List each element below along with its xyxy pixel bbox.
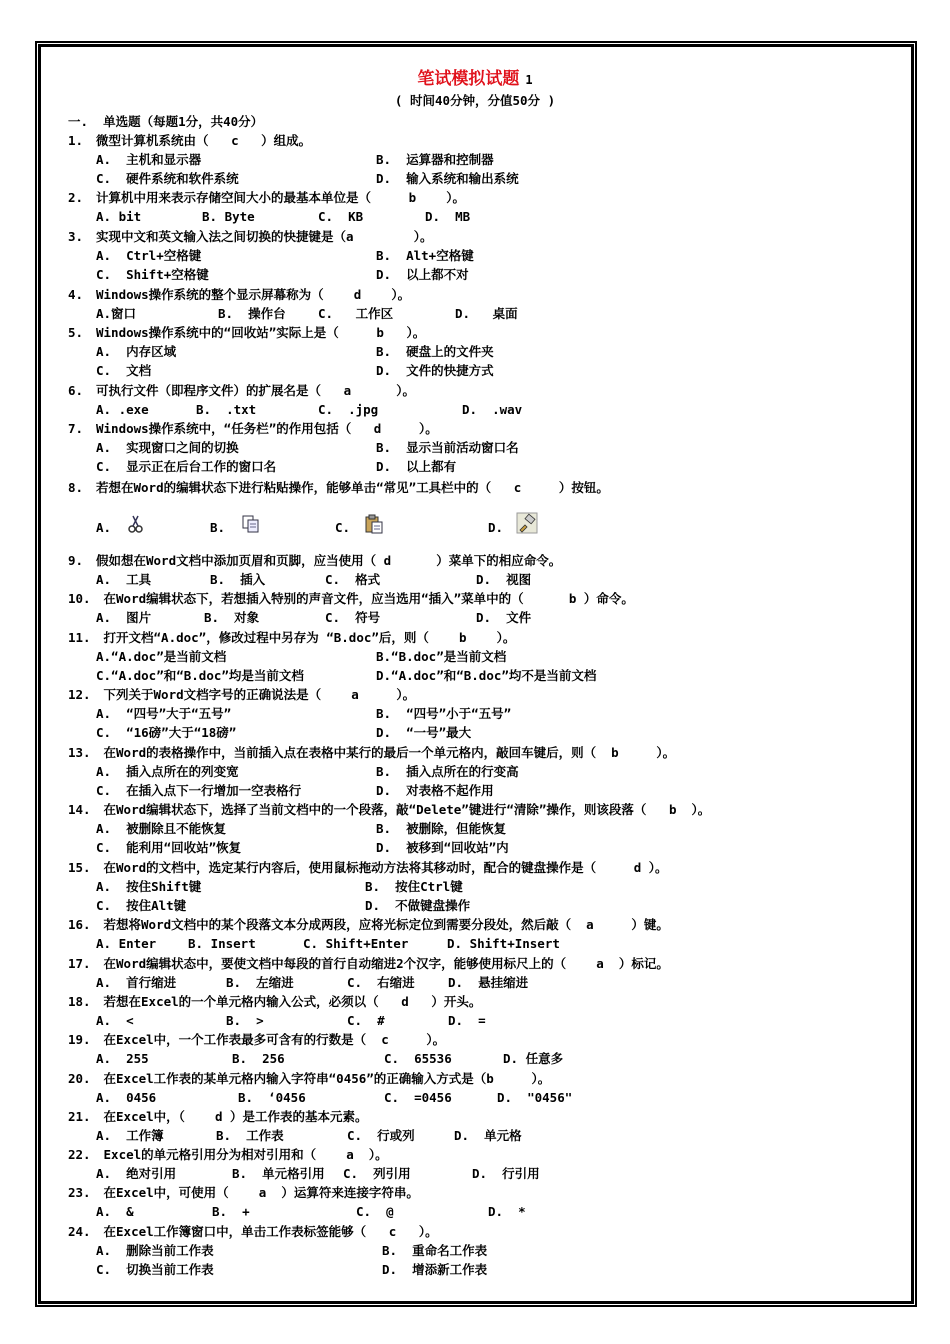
question-text: 在Excel中，（ d ）是工作表的基本元素。 — [96, 1109, 368, 1124]
option-text: A. 插入点所在的列变宽 — [96, 764, 239, 780]
option-text: B. 插入点所在的行变高 — [376, 764, 519, 780]
question-number: 5. — [68, 325, 84, 340]
option-text: B. 被删除，但能恢复 — [376, 821, 507, 837]
option-text: C. 能利用“回收站”恢复 — [96, 840, 242, 856]
question-number: 4. — [68, 287, 84, 302]
option-text: D. * — [488, 1204, 526, 1220]
option-text: A. Ctrl+空格键 — [96, 248, 202, 264]
question-text: Windows操作系统中，“任务栏”的作用包括（ d ）。 — [96, 421, 438, 436]
option-text: B. 运算器和控制器 — [376, 152, 494, 168]
option-text: C. .jpg — [318, 402, 379, 418]
option-text: D. 桌面 — [455, 306, 518, 322]
question-number: 1. — [68, 133, 84, 148]
option-text: B. 显示当前活动窗口名 — [376, 440, 519, 456]
option-text: D. “一号”最大 — [376, 725, 472, 741]
question-number: 19. — [68, 1032, 91, 1047]
option-text: B. ‘0456 — [238, 1090, 306, 1106]
option-text: A.窗口 — [96, 306, 137, 322]
question-number: 10. — [68, 591, 91, 606]
question-text: Excel的单元格引用分为相对引用和（ a ）。 — [96, 1147, 388, 1162]
question-number: 11. — [68, 630, 91, 645]
option-text: B. 左缩进 — [226, 975, 294, 991]
option-text: B.“B.doc”是当前文档 — [376, 649, 507, 665]
question-text: Windows操作系统中的“回收站”实际上是（ b ）。 — [96, 325, 426, 340]
question-number: 13. — [68, 745, 91, 760]
option-text: C. 切换当前工作表 — [96, 1262, 214, 1278]
question-text: 若想在Word的编辑状态下进行粘贴操作，能够单击“常见”工具栏中的（ c ）按钮。 — [96, 480, 609, 495]
question-text: 在Word的表格操作中，当前插入点在表格中某行的最后一个单元格内，敲回车键后，则（ b ）。 — [96, 745, 676, 760]
option-text: A. 工具 — [96, 572, 152, 588]
option-text: A. & — [96, 1204, 134, 1220]
option-text: D. MB — [425, 209, 471, 225]
option-text: A. < — [96, 1013, 134, 1029]
option-text: B. 操作台 — [218, 306, 286, 322]
question-number: 15. — [68, 860, 91, 875]
option-text: D. 悬挂缩进 — [448, 975, 529, 991]
option-text: D. "0456" — [497, 1090, 573, 1106]
option-text: D. 被移到“回收站”内 — [376, 840, 509, 856]
question-text: 若想在Excel的一个单元格内输入公式，必须以（ d ）开头。 — [96, 994, 482, 1009]
option-text: B. > — [226, 1013, 264, 1029]
option-text: C. — [335, 520, 351, 535]
option-text: C. KB — [318, 209, 364, 225]
option-text: C. 显示正在后台工作的窗口名 — [96, 459, 277, 475]
question-number: 12. — [68, 687, 91, 702]
option-text: D. 任意多 — [503, 1051, 564, 1067]
option-text: A.“A.doc”是当前文档 — [96, 649, 227, 665]
option-text: C. 工作区 — [318, 306, 394, 322]
question-text: Windows操作系统的整个显示屏幕称为（ d ）。 — [96, 287, 411, 302]
option-text: A. — [96, 520, 112, 535]
question-number: 21. — [68, 1109, 91, 1124]
option-text: A. 首行缩进 — [96, 975, 177, 991]
option-text: B. 按住Ctrl键 — [365, 879, 463, 895]
option-text: A. “四号”大于“五号” — [96, 706, 232, 722]
option-text: A. 实现窗口之间的切换 — [96, 440, 239, 456]
option-text: C. 65536 — [384, 1051, 452, 1067]
option-text: D. 视图 — [476, 572, 532, 588]
option-text: D. = — [448, 1013, 486, 1029]
option-text: C. 硬件系统和软件系统 — [96, 171, 239, 187]
option-text: A. 删除当前工作表 — [96, 1243, 214, 1259]
format-painter-icon — [516, 512, 536, 532]
option-text: D. Shift+Insert — [447, 936, 560, 952]
option-text: D. 行引用 — [472, 1166, 540, 1182]
question-text: 在Word编辑状态下，若想插入特别的声音文件，应当选用“插入”菜单中的（ b ）命令。 — [96, 591, 634, 606]
option-text: D.“A.doc”和“B.doc”均不是当前文档 — [376, 668, 597, 684]
question-text: 在Excel工作簿窗口中，单击工作表标签能够（ c ）。 — [96, 1224, 438, 1239]
option-text: B. 重命名工作表 — [382, 1243, 488, 1259]
option-text: B. .txt — [196, 402, 257, 418]
question-text: 假如想在Word文档中添加页眉和页脚，应当使用（ d ）菜单下的相应命令。 — [96, 553, 562, 568]
question-number: 20. — [68, 1071, 91, 1086]
question-text: 若想将Word文档中的某个段落文本分成两段，应将光标定位到需要分段处，然后敲（ a ）键。 — [96, 917, 669, 932]
question-number: 9. — [68, 553, 84, 568]
option-text: A. Enter — [96, 936, 157, 952]
option-text: D. .wav — [462, 402, 523, 418]
option-text: A. 255 — [96, 1051, 149, 1067]
question-text: 下列关于Word文档字号的正确说法是（ a ）。 — [96, 687, 416, 702]
option-text: B. 插入 — [210, 572, 266, 588]
question-text: 打开文档“A.doc”，修改过程中另存为 “B.doc”后，则（ b ）。 — [96, 630, 516, 645]
option-text: C. 列引用 — [343, 1166, 411, 1182]
option-text: B. 单元格引用 — [232, 1166, 325, 1182]
exam-title: 笔试模拟试题 — [417, 69, 520, 89]
option-text: C. =0456 — [384, 1090, 452, 1106]
option-text: A. 按住Shift键 — [96, 879, 202, 895]
paste-icon — [364, 514, 384, 534]
option-text: B. Byte — [202, 209, 255, 225]
scissors-icon — [126, 514, 146, 534]
question-text: 在Excel中，可使用（ a ）运算符来连接字符串。 — [96, 1185, 419, 1200]
option-text: A. 主机和显示器 — [96, 152, 202, 168]
option-text: D. 对表格不起作用 — [376, 783, 494, 799]
exam-subtitle: ( 时间40分钟，分值50分 ) — [394, 93, 556, 108]
question-text: 实现中文和英文输入法之间切换的快捷键是（a ）。 — [96, 229, 433, 244]
option-text: A. 内存区域 — [96, 344, 177, 360]
option-text: B. 硬盘上的文件夹 — [376, 344, 494, 360]
option-text: D. — [488, 520, 504, 535]
option-text: A. 被删除且不能恢复 — [96, 821, 227, 837]
question-text: 计算机中用来表示存储空间大小的最基本单位是（ b ）。 — [96, 190, 466, 205]
question-number: 7. — [68, 421, 84, 436]
option-text: A. 图片 — [96, 610, 152, 626]
option-text: D. 单元格 — [454, 1128, 522, 1144]
option-text: C. 行或列 — [347, 1128, 415, 1144]
option-text: D. 以上都不对 — [376, 267, 469, 283]
option-text: C. 右缩进 — [347, 975, 415, 991]
question-text: 在Word的文档中，选定某行内容后，使用鼠标拖动方法将其移动时，配合的键盘操作是（ d ）。 — [96, 860, 668, 875]
option-text: D. 不做键盘操作 — [365, 898, 471, 914]
option-text: D. 文件的快捷方式 — [376, 363, 494, 379]
option-text: C. Shift+空格键 — [96, 267, 209, 283]
option-text: B. 对象 — [204, 610, 260, 626]
copy-icon — [241, 514, 261, 534]
question-number: 14. — [68, 802, 91, 817]
option-text: B. 工作表 — [216, 1128, 284, 1144]
option-text: B. — [210, 520, 226, 535]
question-number: 24. — [68, 1224, 91, 1239]
question-text: 在Word编辑状态下，选择了当前文档中的一个段落，敲“Delete”键进行“清除”操作，则该段落（ b ）。 — [96, 802, 711, 817]
option-text: C. 文档 — [96, 363, 152, 379]
option-text: C. # — [347, 1013, 385, 1029]
option-text: C. 按住Alt键 — [96, 898, 187, 914]
option-text: D. 文件 — [476, 610, 532, 626]
question-text: 在Excel工作表的某单元格内输入字符串“0456”的正确输入方式是（b ）。 — [96, 1071, 551, 1086]
question-number: 8. — [68, 480, 84, 495]
option-text: C.“A.doc”和“B.doc”均是当前文档 — [96, 668, 304, 684]
question-number: 16. — [68, 917, 91, 932]
option-text: D. 增添新工作表 — [382, 1262, 488, 1278]
option-text: B. + — [212, 1204, 250, 1220]
exam-title-wrap — [0, 64, 950, 89]
option-text: A. .exe — [96, 402, 149, 418]
question-number: 23. — [68, 1185, 91, 1200]
option-text: C. “16磅”大于“18磅” — [96, 725, 237, 741]
question-text: 在Excel中，一个工作表最多可含有的行数是（ c ）。 — [96, 1032, 446, 1047]
question-number: 18. — [68, 994, 91, 1009]
option-text: C. 格式 — [325, 572, 381, 588]
question-number: 6. — [68, 383, 84, 398]
option-text: B. “四号”小于“五号” — [376, 706, 512, 722]
option-text: C. @ — [356, 1204, 394, 1220]
question-number: 3. — [68, 229, 84, 244]
option-text: D. 以上都有 — [376, 459, 457, 475]
option-text: A. bit — [96, 209, 142, 225]
option-text: C. Shift+Enter — [303, 936, 409, 952]
question-text: 可执行文件（即程序文件）的扩展名是（ a ）。 — [96, 383, 416, 398]
option-text: B. 256 — [232, 1051, 285, 1067]
question-text: 微型计算机系统由（ c ）组成。 — [96, 133, 312, 148]
option-text: D. 输入系统和输出系统 — [376, 171, 519, 187]
option-text: B. Insert — [188, 936, 256, 952]
question-number: 17. — [68, 956, 91, 971]
option-text: C. 符号 — [325, 610, 381, 626]
question-text: 在Word编辑状态中，要使文档中每段的首行自动缩进2个汉字，能够使用标尺上的（ a ）标记。 — [96, 956, 669, 971]
option-text: C. 在插入点下一行增加一空表格行 — [96, 783, 302, 799]
option-text: A. 绝对引用 — [96, 1166, 177, 1182]
question-number: 2. — [68, 190, 84, 205]
exam-title-number: 1 — [525, 73, 533, 87]
option-text: B. Alt+空格键 — [376, 248, 474, 264]
option-text: A. 0456 — [96, 1090, 157, 1106]
question-number: 22. — [68, 1147, 91, 1162]
section-heading: 一. 单选题（每题1分，共40分） — [68, 114, 264, 129]
option-text: A. 工作簿 — [96, 1128, 164, 1144]
